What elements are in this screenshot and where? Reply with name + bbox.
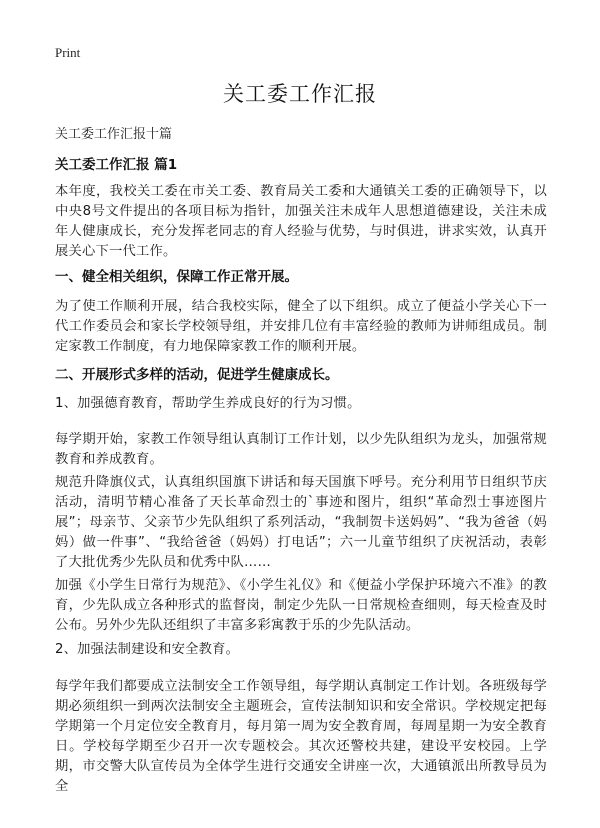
- section-1-heading: 一、健全相关组织，保障工作正常开展。: [55, 269, 298, 285]
- document-subtitle: 关工委工作汇报十篇: [55, 127, 173, 142]
- section-1-paragraph: 为了使工作顺利开展，结合我校实际，健全了以下组织。成立了便益小学关心下一代工作委员会和家长学校领导组，并安排几位有丰富经验的教师为讲师组成员。制定家教工作制度，有力地保障家教工作的顺利开展。: [55, 299, 547, 354]
- item-2-paragraph-1: 每学年我们都要成立法制安全工作领导组，每学期认真制定工作计划。各班级每学期必须组织一到两次法制安全主题班会，宣传法制知识和安全常识。学校规定把每学期第一个月定位安全教育月，每月第一周为安全教育周，每周星期一为安全教育日。学校每学期至少召开一次专题校会。其次还警校共建，建设平安校园。上学期，市交警大队宣传员为全体学生进行交通安全讲座一次，大通镇派出所教导员为全: [55, 679, 547, 794]
- item-1-heading: 1、加强德育教育，帮助学生养成良好的行为习惯。: [55, 396, 361, 411]
- page-title: 关工委工作汇报: [223, 82, 377, 106]
- section-2-heading: 二、开展形式多样的活动，促进学生健康成长。: [55, 367, 339, 383]
- item-1-paragraph-2: 规范升降旗仪式，认真组织国旗下讲话和每天国旗下呼号。充分利用节日组织节庆活动，清明节精心准备了天长革命烈士的`事迹和图片，组织“革命烈士事迹图片展”；母亲节、父亲节少先队组织了系列活动，“我制贺卡送妈妈”、“我为爸爸（妈妈）做一件事”、“我给爸爸（妈妈）打电话”；六一儿童节组织了庆祝活动，表彰了大批优秀少先队员和优秀中队……: [55, 475, 547, 570]
- item-2-heading: 2、加强法制建设和安全教育。: [55, 642, 240, 657]
- item-1-paragraph-3: 加强《小学生日常行为规范》、《小学生礼仪》和《便益小学保护环境六不准》的教育，少先队成立各种形式的监督岗，制定少先队一日常规检查细则，每天检查及时公布。另外少先队还组织了丰富多彩寓教于乐的少先队活动。: [55, 578, 547, 633]
- article-heading: 关工委工作汇报 篇1: [55, 157, 178, 173]
- intro-paragraph: 本年度，我校关工委在市关工委、教育局关工委和大通镇关工委的正确领导下，以中央8号文件提出的各项目标为指针，加强关注未成年人思想道德建设，关注未成年人健康成长，充分发挥老同志的育人经验与优势，与时俱进，讲求实效，认真开展关心下一代工作。: [55, 184, 547, 259]
- item-1-paragraph-1: 每学期开始，家教工作领导组认真制订工作计划，以少先队组织为龙头，加强常规教育和养成教育。: [55, 432, 547, 467]
- print-link[interactable]: Print: [55, 45, 81, 60]
